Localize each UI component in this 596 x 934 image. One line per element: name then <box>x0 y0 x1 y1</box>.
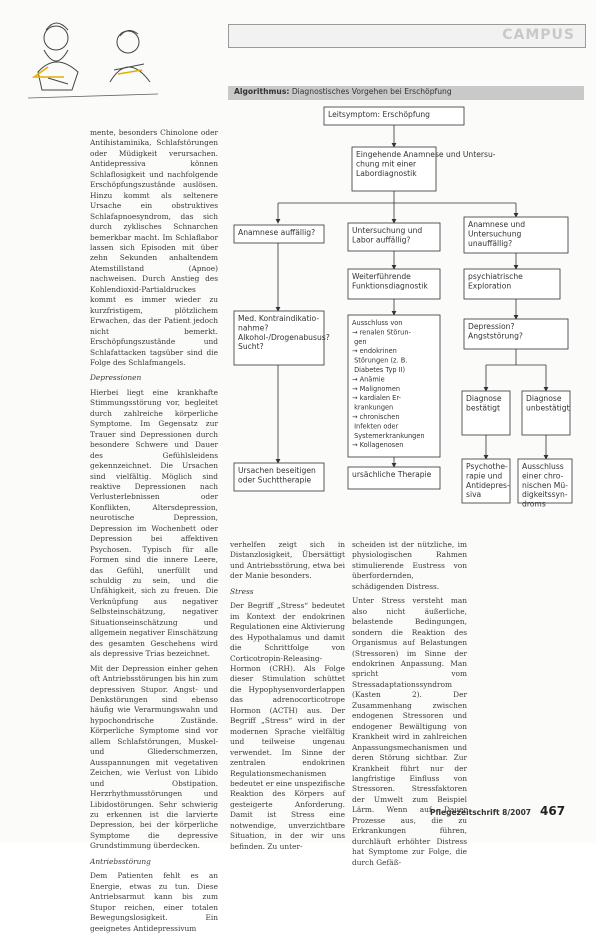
flow-line: → Malignomen <box>352 384 401 393</box>
flow-line: Eingehende Anamnese und Untersu- <box>356 150 496 159</box>
flow-line: Funktionsdiagnostik <box>352 281 428 291</box>
flow-line: bestätigt <box>466 403 500 413</box>
section-heading: Stress <box>230 586 254 596</box>
paragraph: scheiden ist der nützliche, im physiologischen Rahmen stimulierende Eustress von überfordernden, schädigenden Distress. <box>352 540 467 591</box>
flow-line: Labordiagnostik <box>356 168 417 178</box>
flow-line: Ursachen beseitigen <box>238 466 316 475</box>
flow-line: Leitsymptom: Erschöpfung <box>328 110 430 119</box>
flow-line: Diagnose <box>466 394 502 403</box>
algorithm-title-text: Diagnostisches Vorgehen bei Erschöpfung <box>289 87 452 96</box>
section-heading: Antriebsstörung <box>90 856 151 866</box>
flow-line: Anamnese und <box>468 220 526 229</box>
flow-line: Exploration <box>468 281 512 291</box>
text-column-1 <box>90 128 218 933</box>
flow-text-start <box>328 110 430 119</box>
flow-line: nahme? <box>238 323 269 333</box>
flow-line: Alkohol-/Drogenabusus? <box>238 332 330 342</box>
flow-line: Störungen (z. B. <box>352 356 408 365</box>
flow-line: psychiatrische <box>468 272 523 281</box>
flow-line: → Kollagenosen <box>352 441 404 450</box>
flow-line: Ausschluss von <box>352 319 403 327</box>
flow-line: → endokrinen <box>352 347 397 356</box>
paragraph: Der Begriff „Stress“ bedeutet im Kontext der endokrinen Regulationen eine Aktivierung des Hypothalamus und damit die Schrittfolge von Corticotropin-Releasing-Hormon (CRH). Als Folge dieser Stimulation schüttet die Hypophysenvorderlappen das adrenocorticotrope Hormon (ACTH) aus. Der Begriff „Stress“ wird in der modernen Sprache vielfältig und teilweise ungenau verwendet. Im Sinne der zentralen endokrinen Regulationsmechanismen bedeutet er eine unspezifische Reaktion des Körpers auf gesteigerte Anforderung. Damit ist Stress eine notwendige, unverzichtbare Situation, in der wir uns befinden. Zu unter- <box>230 601 345 851</box>
flow-line: krankungen <box>352 403 394 412</box>
flow-line: digkeitssyn- <box>522 490 568 500</box>
section-heading: Depressionen <box>90 373 142 383</box>
flow-line: ursächliche Therapie <box>352 470 432 479</box>
flow-line: Weiterführende <box>352 272 411 281</box>
flow-line: Untersuchung und <box>352 226 423 235</box>
flow-line: gen <box>352 337 367 346</box>
flow-line: → Anämie <box>352 375 385 384</box>
flow-line: Systemerkrankungen <box>352 431 425 440</box>
paragraph: Unter Stress versteht man also nicht äußerliche, belastende Bedingungen, sondern die Reaktion des Organismus auf Belastungen (Stressoren) im Sinne der endokrinen Anpassung. Man spricht vom Stressadaptationssyndrom (Kasten 2). Der Zusammenhang zwischen endogenen Stressoren und endogener Bewältigung von Krankheit wird in zahlreichen Anpassungsmechanismen und deren Störung sichtbar. Zur Krankheit führt nur der langfristige Einfluss von Stressoren. Stressfaktoren der Umwelt zum Beispiel Lärm. Wenn auf Dauer Prozesse aus, die zu Erkrankungen führen, durchläuft erhöhter Distress hat Symptome zur Folge, die durch Gefäß- <box>352 596 467 867</box>
flow-line: Angststörung? <box>468 331 523 341</box>
flow-line: Depression? <box>468 322 515 331</box>
text-column-3 <box>352 540 467 867</box>
flow-line: rapie und <box>466 471 503 481</box>
flow-line: Sucht? <box>238 342 264 352</box>
paragraph: Hierbei liegt eine krankhafte Stimmungsstörung vor, begleitet durch zahlreiche körperliche Symptome. Im Gegensatz zur Trauer sind Depressionen durch besondere Schwere und Dauer des Gefühlsleidens gekennzeichnet. Die Ursachen sind vielfältig. Möglich sind reaktive Depressionen nach Verlusterlebnissen oder Konflikten, Altersdepression, neurotische Depression, Depression im Wochenbett oder Depression bei affektiven Psychosen. Typisch für alle Formen sind die innere Leere, das Gefühl, unerfüllt und schuldig zu sein, und die Unfähigkeit, sich zu freuen. Die Verknüpfung aus negativer Selbsteinschätzung, negativer Situationseinschätzung und allgemein negativer Einschätzung des gesamten Geschehens wird als depressive Trias bezeichnet. <box>90 387 218 659</box>
flow-line: Psychothe- <box>466 462 508 471</box>
flow-line: droms <box>522 499 546 509</box>
flow-line: Diagnose <box>526 394 562 403</box>
flow-line: Infekten oder <box>352 422 399 431</box>
flow-line: unbestätigt <box>526 403 570 413</box>
flow-line: einer chro- <box>522 471 564 481</box>
flow-line: chung mit einer <box>356 159 417 169</box>
journal-name: Pflegezeitschrift 8/2007 <box>430 808 532 817</box>
flow-text-diag-confirmed <box>466 394 502 412</box>
flow-line: → kardialen Er- <box>352 394 402 403</box>
flow-line: Diabetes Typ II) <box>352 366 406 374</box>
paragraph: mente, besonders Chinolone oder Antihistaminika, Schlafstörungen oder Müdigkeit verursachen. Antidepressiva können Schlaflosigkeit und nachfolgende Erschöpfungszustände auslösen. Hinzu kommt als seltenere Ursache ein obstruktives Schlafapnoesyndrom, das sich durch zyklisches Schnarchen bemerkbar macht. Im Schlaflabor lassen sich Episoden mit über zehn Sekunden anhaltendem Atemstillstand (Apnoe) nachweisen. Durch Anstieg des Kohlendioxid-Partialdruckes kommt es immer wieder zu kurzfristigem, plötzlichem Erwachen, das der Patient jedoch nicht bemerkt. Erschöpfungszustände und Schlafattacken tagsüber sind die Folge des Schlafmangels. <box>90 128 218 367</box>
paragraph: Mit der Depression einher gehen oft Antriebsstörungen bis hin zum depressiven Stupor. Angst- und Denkstörungen sind ebenso häufig wie Verarmungswahn und hypochondrische Zustände. Körperliche Symptome sind vor allem Schlafstörungen, Muskel- und Gliederschmerzen, Ausspannungen mit vegetativen Zeichen, wie Verlust von Libido und Obstipation. Herzrhythmusstörungen und Libidostörungen. Sehr schwierig zu erkennen ist die larvierte Depression, bei der körperliche Symptome die depressive Grundstimmung überdecken. <box>90 663 218 851</box>
flow-text-mid-bottom <box>352 470 432 479</box>
flow-line: Antidepres- <box>466 480 510 490</box>
flow-line: Untersuchung <box>468 229 522 239</box>
flow-line: nischen Mü- <box>522 480 568 490</box>
sketch-illustration <box>18 12 168 102</box>
flow-line: Labor auffällig? <box>352 235 411 245</box>
text-column-4 <box>474 540 584 790</box>
flow-line: oder Suchttherapie <box>238 475 312 485</box>
flow-line: Anamnese auffällig? <box>238 228 316 237</box>
paragraph: verhelfen zeigt sich in Distanzlosigkeit, Übersättigt und Antriebsstörung, etwa bei der Manie besonders. <box>230 540 345 581</box>
algorithm-title <box>234 87 452 96</box>
flow-line: Med. Kontraindikatio- <box>238 314 320 323</box>
flow-line: → renalen Störun- <box>352 328 411 337</box>
flow-text-left-top <box>238 228 315 237</box>
flow-text-left-bottom <box>238 466 316 484</box>
page-number: 467 <box>540 804 566 818</box>
flow-line: → chronischen <box>352 413 400 421</box>
flow-line: Ausschluss <box>522 462 564 471</box>
flow-line: unauffällig? <box>468 238 513 248</box>
algorithm-title-bar <box>228 86 584 100</box>
algorithm-title-bold: Algorithmus: <box>234 87 290 96</box>
campus-label: CAMPUS <box>502 27 575 43</box>
text-column-2 <box>230 540 345 851</box>
flow-line: siva <box>466 490 482 500</box>
flowchart <box>228 103 584 509</box>
campus-header <box>228 24 586 48</box>
paragraph: Dem Patienten fehlt es an Energie, etwas zu tun. Diese Antriebsarmut kann bis zum Stupor reichen, einer totalen Bewegungslosigkeit. Ein geeignetes Antidepressivum <box>90 871 218 933</box>
